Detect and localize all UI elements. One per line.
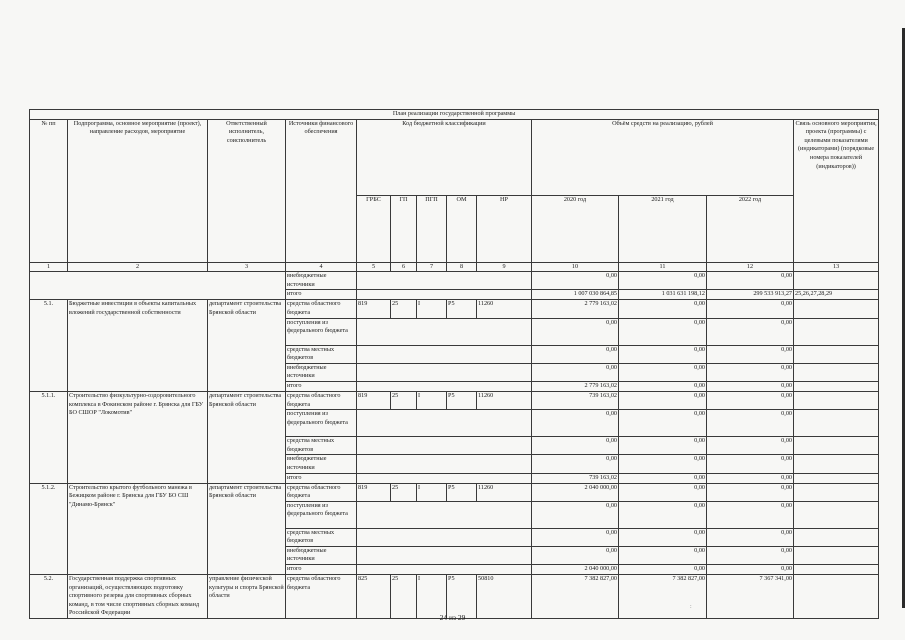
code-om: P5 — [447, 391, 477, 409]
value-2021: 0,00 — [619, 391, 707, 409]
source-cell: итого — [286, 565, 357, 575]
source-cell: средства областного бюджета — [286, 575, 357, 619]
value-2020: 1 007 030 864,85 — [532, 290, 619, 300]
value-2021: 0,00 — [619, 546, 707, 564]
value-2022: 0,00 — [707, 318, 794, 345]
value-2020: 0,00 — [532, 528, 619, 546]
scan-mark: : — [690, 604, 692, 610]
empty-code-cell — [357, 528, 532, 546]
value-2022: 0,00 — [707, 528, 794, 546]
value-2020: 739 163,02 — [532, 391, 619, 409]
value-2020: 0,00 — [532, 345, 619, 363]
code-np: 11260 — [477, 300, 532, 318]
value-2022: 0,00 — [707, 272, 794, 290]
code-np: 11260 — [477, 483, 532, 501]
table-title-row — [30, 110, 879, 120]
header-executor: Ответственный исполнитель, соисполнитель — [208, 119, 286, 262]
source-cell: внебюджетные источники — [286, 546, 357, 564]
link-cell — [794, 345, 879, 363]
index-cell: 6 — [391, 262, 417, 272]
source-cell: итого — [286, 473, 357, 483]
value-2022: 0,00 — [707, 473, 794, 483]
index-cell: 2 — [68, 262, 208, 272]
item-executor: департамент строительства Брянской области — [208, 483, 286, 575]
empty-code-cell — [357, 501, 532, 528]
link-cell — [794, 318, 879, 345]
table-row — [30, 272, 879, 290]
table-title: План реализации государственной программы — [30, 110, 879, 120]
source-cell: итого — [286, 381, 357, 391]
table-row — [30, 300, 879, 318]
empty-code-cell — [357, 546, 532, 564]
source-cell: поступления из федерального бюджета — [286, 318, 357, 345]
item-executor: управление физической культуры и спорта Брянской области — [208, 575, 286, 619]
header-pgp: ПГП — [417, 195, 447, 262]
page-number: 24 из 29 — [439, 613, 466, 622]
value-2021: 0,00 — [619, 345, 707, 363]
value-2021: 0,00 — [619, 473, 707, 483]
value-2021: 0,00 — [619, 410, 707, 437]
value-2022: 0,00 — [707, 546, 794, 564]
code-np: 11260 — [477, 391, 532, 409]
index-cell: 3 — [208, 262, 286, 272]
value-2022: 0,00 — [707, 363, 794, 381]
item-executor: департамент строительства Брянской области — [208, 300, 286, 392]
index-cell: 12 — [707, 262, 794, 272]
source-cell: средства местных бюджетов — [286, 345, 357, 363]
value-2021: 0,00 — [619, 381, 707, 391]
value-2022: 0,00 — [707, 381, 794, 391]
item-number: 5.1.2. — [30, 483, 68, 575]
link-cell — [794, 528, 879, 546]
value-2022: 0,00 — [707, 391, 794, 409]
code-gp: 25 — [391, 300, 417, 318]
value-2021: 1 031 631 198,12 — [619, 290, 707, 300]
index-cell: 9 — [477, 262, 532, 272]
header-np: НР — [477, 195, 532, 262]
empty-code-cell — [357, 290, 532, 300]
header-source: Источники финансового обеспечения — [286, 119, 357, 262]
value-2021: 0,00 — [619, 455, 707, 473]
item-name: Строительство физкультурно-оздоровительного комплекса в Фокинском районе г. Брянска для ГБУ БО СШОР "Локомотив" — [68, 391, 208, 483]
item-name: Государственная поддержка спортивных организаций, осуществляющих подготовку спортивного резерва для спортивных сборных команд, в том числе спортивных сборных команд Российской Федерации — [68, 575, 208, 619]
value-2022: 7 367 341,00 — [707, 575, 794, 619]
index-cell: 4 — [286, 262, 357, 272]
value-2021: 0,00 — [619, 272, 707, 290]
value-2020: 0,00 — [532, 272, 619, 290]
code-grbs: 819 — [357, 300, 391, 318]
value-2022: 299 533 913,27 — [707, 290, 794, 300]
value-2020: 2 040 000,00 — [532, 565, 619, 575]
header-om: ОМ — [447, 195, 477, 262]
link-cell — [794, 501, 879, 528]
link-cell — [794, 473, 879, 483]
index-cell: 10 — [532, 262, 619, 272]
source-cell: поступления из федерального бюджета — [286, 501, 357, 528]
value-2020: 739 163,02 — [532, 473, 619, 483]
table-row — [30, 391, 879, 409]
value-2022: 0,00 — [707, 410, 794, 437]
empty-code-cell — [357, 318, 532, 345]
code-np: 50810 — [477, 575, 532, 619]
plan-table — [29, 109, 879, 619]
value-2020: 0,00 — [532, 546, 619, 564]
value-2020: 7 382 827,00 — [532, 575, 619, 619]
value-2022: 0,00 — [707, 483, 794, 501]
value-2020: 2 779 163,02 — [532, 381, 619, 391]
item-number: 5.1.1. — [30, 391, 68, 483]
empty-code-cell — [357, 565, 532, 575]
item-number: 5.1. — [30, 300, 68, 392]
value-2022: 0,00 — [707, 565, 794, 575]
value-2020: 2 040 000,00 — [532, 483, 619, 501]
code-grbs: 825 — [357, 575, 391, 619]
header-2022: 2022 год — [707, 195, 794, 262]
link-cell — [794, 272, 879, 290]
value-2022: 0,00 — [707, 300, 794, 318]
header-volume-group: Объём средств на реализацию, рублей — [532, 119, 794, 195]
source-cell: средства местных бюджетов — [286, 528, 357, 546]
table-row — [30, 483, 879, 501]
index-cell: 13 — [794, 262, 879, 272]
value-2020: 0,00 — [532, 455, 619, 473]
source-cell: средства областного бюджета — [286, 483, 357, 501]
header-link: Связь основного мероприятия, проекта (программы) с целевыми показателями (индикаторами) (порядковые номера показателей (индикаторов)) — [794, 119, 879, 262]
item-name: Бюджетные инвестиции в объекты капитальных вложений государственной собственности — [68, 300, 208, 392]
value-2021: 7 382 827,00 — [619, 575, 707, 619]
link-cell — [794, 437, 879, 455]
value-2022: 0,00 — [707, 455, 794, 473]
header-2021: 2021 год — [619, 195, 707, 262]
code-om: P5 — [447, 575, 477, 619]
header-grbs: ГРБС — [357, 195, 391, 262]
code-grbs: 819 — [357, 391, 391, 409]
code-pgp: I — [417, 483, 447, 501]
link-cell — [794, 546, 879, 564]
index-cell: 11 — [619, 262, 707, 272]
value-2021: 0,00 — [619, 300, 707, 318]
empty-code-cell — [357, 345, 532, 363]
source-cell: средства областного бюджета — [286, 391, 357, 409]
value-2021: 0,00 — [619, 437, 707, 455]
table-row — [30, 575, 879, 619]
link-cell — [794, 300, 879, 318]
value-2022: 0,00 — [707, 437, 794, 455]
header-num: № пп — [30, 119, 68, 262]
empty-code-cell — [357, 410, 532, 437]
value-2020: 0,00 — [532, 501, 619, 528]
link-cell: 25,26,27,28,29 — [794, 290, 879, 300]
item-number: 5.2. — [30, 575, 68, 619]
header-gp: ГП — [391, 195, 417, 262]
value-2022: 0,00 — [707, 345, 794, 363]
empty-code-cell — [357, 437, 532, 455]
value-2021: 0,00 — [619, 565, 707, 575]
code-gp: 25 — [391, 575, 417, 619]
source-cell: средства областного бюджета — [286, 300, 357, 318]
value-2021: 0,00 — [619, 318, 707, 345]
empty-cell — [30, 272, 286, 300]
empty-code-cell — [357, 455, 532, 473]
source-cell: внебюджетные источники — [286, 363, 357, 381]
value-2020: 0,00 — [532, 363, 619, 381]
value-2021: 0,00 — [619, 528, 707, 546]
value-2021: 0,00 — [619, 483, 707, 501]
empty-code-cell — [357, 363, 532, 381]
value-2021: 0,00 — [619, 501, 707, 528]
source-cell: поступления из федерального бюджета — [286, 410, 357, 437]
link-cell — [794, 363, 879, 381]
link-cell — [794, 381, 879, 391]
source-cell: средства местных бюджетов — [286, 437, 357, 455]
code-gp: 25 — [391, 483, 417, 501]
value-2020: 0,00 — [532, 318, 619, 345]
code-pgp: I — [417, 300, 447, 318]
index-cell: 8 — [447, 262, 477, 272]
index-cell: 7 — [417, 262, 447, 272]
source-cell: внебюджетные источники — [286, 455, 357, 473]
item-name: Строительство крытого футбольного манежа в Бежицком районе г. Брянска для ГБУ БО СШ "Динамо-Брянск" — [68, 483, 208, 575]
item-executor: департамент строительства Брянской области — [208, 391, 286, 483]
link-cell — [794, 410, 879, 437]
index-row — [30, 262, 879, 272]
link-cell — [794, 483, 879, 501]
empty-code-cell — [357, 381, 532, 391]
empty-code-cell — [357, 272, 532, 290]
code-om: P5 — [447, 483, 477, 501]
link-cell — [794, 575, 879, 619]
header-name: Подпрограмма, основное мероприятие (проект), направление расходов, мероприятие — [68, 119, 208, 262]
code-gp: 25 — [391, 391, 417, 409]
source-cell: внебюджетные источники — [286, 272, 357, 290]
link-cell — [794, 565, 879, 575]
value-2022: 0,00 — [707, 501, 794, 528]
value-2020: 0,00 — [532, 437, 619, 455]
value-2020: 2 779 163,02 — [532, 300, 619, 318]
empty-code-cell — [357, 473, 532, 483]
index-cell: 5 — [357, 262, 391, 272]
code-grbs: 819 — [357, 483, 391, 501]
value-2020: 0,00 — [532, 410, 619, 437]
header-row — [30, 119, 879, 195]
header-code-group: Код бюджетной классификации — [357, 119, 532, 195]
header-2020: 2020 год — [532, 195, 619, 262]
value-2021: 0,00 — [619, 363, 707, 381]
code-pgp: I — [417, 391, 447, 409]
code-om: P5 — [447, 300, 477, 318]
link-cell — [794, 391, 879, 409]
link-cell — [794, 455, 879, 473]
index-cell: 1 — [30, 262, 68, 272]
code-pgp: I — [417, 575, 447, 619]
source-cell: итого — [286, 290, 357, 300]
